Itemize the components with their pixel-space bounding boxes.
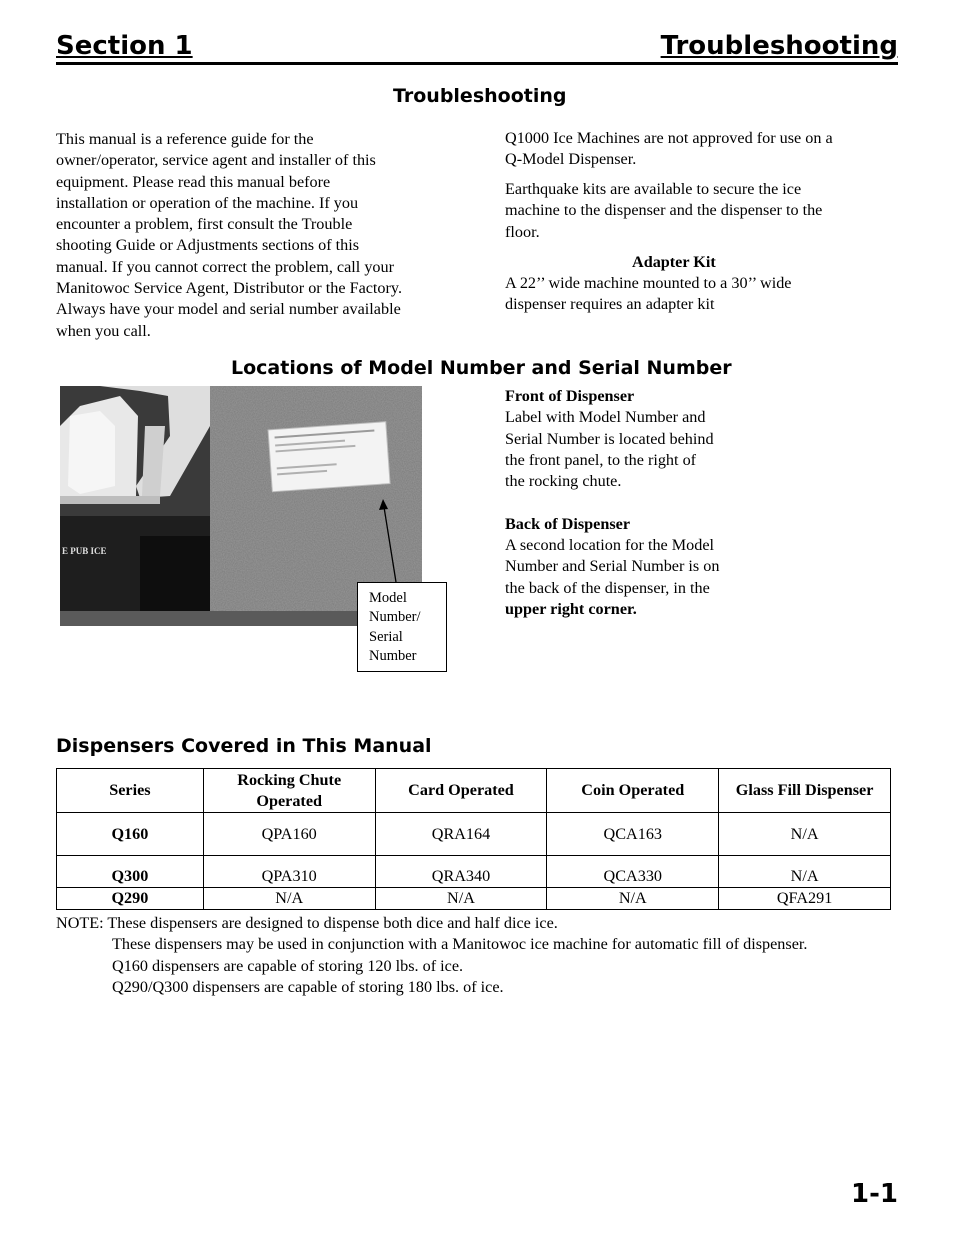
table-row (57, 813, 891, 856)
table-cell: N/A (719, 813, 891, 856)
column-header: Card Operated (375, 769, 547, 813)
intro-line: Manitowoc Service Agent, Distributor or the Factory. (56, 279, 403, 298)
dispensers-table (56, 768, 891, 910)
front-line: the front panel, to the right of (505, 450, 697, 469)
adapter-line: A 22’’ wide machine mounted to a 30’’ wide (505, 274, 792, 292)
back-line: A second location for the Model (505, 536, 715, 555)
table-cell: QFA291 (719, 888, 891, 910)
section-title: Troubleshooting (660, 31, 898, 61)
table-cell: Q300 (57, 856, 204, 888)
column-header: Series (57, 769, 204, 813)
intro-line: shooting Guide or Adjustments sections of this (56, 236, 360, 255)
table-row (57, 888, 891, 910)
table-cell: QCA330 (547, 856, 719, 888)
dispenser-notes (56, 913, 807, 998)
callout-line: Number (369, 647, 417, 664)
q1000-line: Q-Model Dispenser. (505, 150, 637, 169)
back-line: Number and Serial Number is on (505, 557, 720, 576)
earthquake-line: Earthquake kits are available to secure the ice (505, 180, 802, 198)
table-cell: QPA310 (203, 856, 375, 888)
table-cell: N/A (203, 888, 375, 910)
column-header: Rocking Chute Operated (203, 769, 375, 813)
intro-line: owner/operator, service agent and installer of this (56, 151, 376, 170)
back-heading: Back of Dispenser (505, 514, 631, 533)
callout-line: Serial (369, 628, 403, 645)
adapter-kit-heading: Adapter Kit (632, 253, 716, 271)
table-cell: QRA164 (375, 813, 547, 856)
q1000-line: Q1000 Ice Machines are not approved for use on a (505, 129, 833, 147)
model-serial-callout (357, 582, 447, 672)
earthquake-line: floor. (505, 222, 540, 241)
callout-line: Number/ (369, 609, 421, 626)
adapter-line: dispenser requires an adapter kit (505, 295, 715, 314)
table-cell: N/A (719, 856, 891, 888)
table-cell: N/A (375, 888, 547, 910)
photo-label-text: E PUB ICE (62, 546, 107, 556)
earthquake-line: machine to the dispenser and the dispenser to the (505, 201, 823, 220)
front-line: Serial Number is located behind (505, 429, 714, 448)
locations-heading: Locations of Model Number and Serial Number (231, 357, 732, 379)
table-cell: QPA160 (203, 813, 375, 856)
intro-line: manual. If you cannot correct the problem, call your (56, 257, 395, 276)
table-cell: QRA340 (375, 856, 547, 888)
section-label: Section 1 (56, 31, 193, 61)
callout-line: Model (369, 590, 407, 606)
intro-line: installation or operation of the machine. If you (56, 193, 359, 212)
column-header: Glass Fill Dispenser (719, 769, 891, 813)
intro-line: Always have your model and serial number available (56, 300, 401, 319)
intro-line: when you call. (56, 321, 151, 340)
table-cell: Q290 (57, 888, 204, 910)
intro-line: This manual is a reference guide for the (56, 130, 314, 148)
back-last-line: upper right corner. (505, 599, 637, 618)
table-cell: QCA163 (547, 813, 719, 856)
column-header: Coin Operated (547, 769, 719, 813)
dispensers-heading: Dispensers Covered in This Manual (56, 735, 432, 757)
front-line: the rocking chute. (505, 472, 622, 491)
intro-line: encounter a problem, first consult the Trouble (56, 215, 353, 234)
front-heading: Front of Dispenser (505, 387, 635, 405)
note-line: Q290/Q300 dispensers are capable of storing 180 lbs. of ice. (112, 977, 504, 996)
page-number: 1-1 (851, 1179, 898, 1209)
note-line: Q160 dispensers are capable of storing 120 lbs. of ice. (112, 956, 464, 975)
table-cell: N/A (547, 888, 719, 910)
front-line: Label with Model Number and (505, 408, 706, 427)
note-line: These dispensers may be used in conjunction with a Manitowoc ice machine for automatic fill of dispenser. (112, 935, 808, 954)
intro-line: equipment. Please read this manual before (56, 172, 331, 191)
table-row (57, 856, 891, 888)
table-cell: Q160 (57, 813, 204, 856)
note-line: NOTE: These dispensers are designed to dispense both dice and half dice ice. (56, 914, 558, 932)
location-descriptions (505, 386, 765, 620)
table-header-row (57, 769, 891, 813)
back-line: the back of the dispenser, in the (505, 578, 710, 597)
troubleshooting-heading: Troubleshooting (393, 85, 567, 107)
